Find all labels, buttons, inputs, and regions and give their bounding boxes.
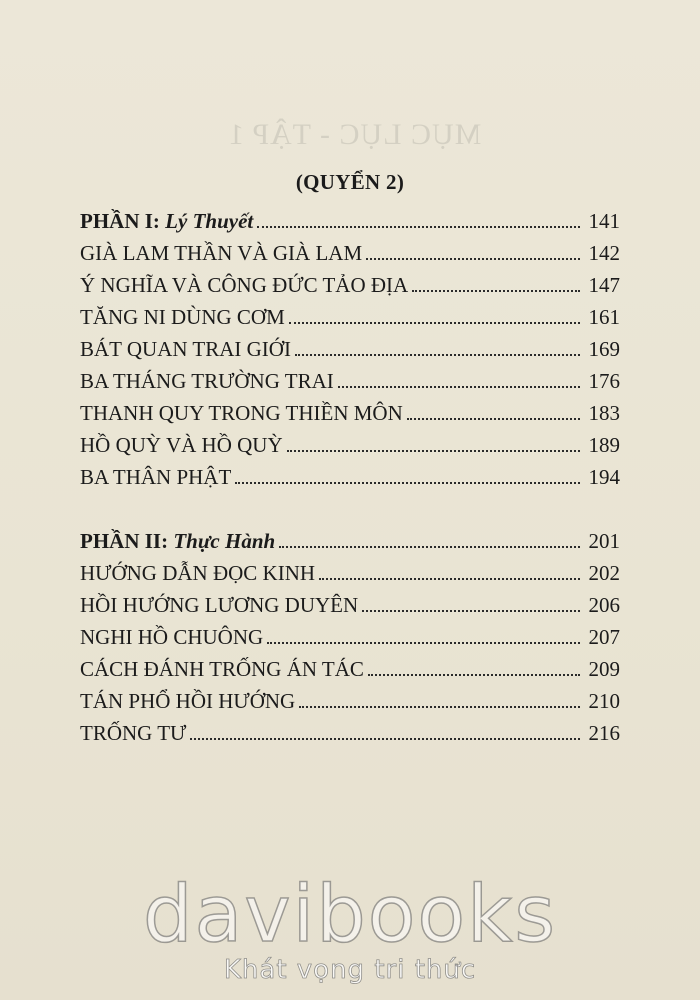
dot-leader — [368, 674, 580, 676]
toc-entry — [80, 330, 620, 362]
toc-entry — [80, 650, 620, 682]
toc-entry-part-1 — [80, 202, 620, 234]
toc-entry — [80, 586, 620, 618]
toc-entry-page: 189 — [588, 433, 620, 457]
dot-leader — [289, 322, 580, 324]
toc-entry — [80, 618, 620, 650]
toc-entry-label: HỒ QUỲ VÀ HỒ QUỲ — [80, 433, 283, 457]
toc-entry-page: 161 — [588, 305, 620, 329]
dot-leader — [362, 610, 580, 612]
dot-leader — [279, 546, 580, 548]
toc-entry-label: TĂNG NI DÙNG CƠM — [80, 305, 285, 329]
dot-leader — [338, 386, 580, 388]
dot-leader — [287, 450, 580, 452]
dot-leader — [235, 482, 580, 484]
dot-leader — [299, 706, 580, 708]
toc-entry-label: BA THÂN PHẬT — [80, 465, 232, 489]
toc-entry-label: PHẦN II: — [80, 529, 174, 553]
toc-entry-label: TRỐNG TƯ — [80, 721, 187, 745]
toc-entry-page: 169 — [588, 337, 620, 361]
toc-entry-page: 207 — [588, 625, 620, 649]
toc-entry-part-2 — [80, 522, 620, 554]
dot-leader — [319, 578, 580, 580]
toc-entry-label: BÁT QUAN TRAI GIỚI — [80, 337, 291, 361]
toc-entry-page: 176 — [588, 369, 620, 393]
dot-leader — [267, 642, 580, 644]
toc-entry-label: Ý NGHĨA VÀ CÔNG ĐỨC TẢO ĐỊA — [80, 273, 409, 297]
toc-entry — [80, 426, 620, 458]
toc-entry-subtitle: Lý Thuyết — [165, 209, 254, 233]
bleed-through-title: MỤC LỤC - TẬP 1 — [228, 118, 482, 151]
toc-entry — [80, 682, 620, 714]
toc-entry-page: 216 — [588, 721, 620, 745]
toc-entry — [80, 554, 620, 586]
toc-entry — [80, 394, 620, 426]
toc-entry-page: 194 — [588, 465, 620, 489]
toc-entry-page: 202 — [588, 561, 620, 585]
watermark-tagline: Khát vọng tri thức — [223, 955, 477, 985]
dot-leader — [190, 738, 580, 740]
toc-entry — [80, 458, 620, 490]
toc-entry-subtitle: Thực Hành — [173, 529, 276, 553]
dot-leader — [295, 354, 580, 356]
toc-entry-page: 209 — [588, 657, 620, 681]
volume-heading: (QUYỂN 2) — [295, 170, 405, 194]
toc-entry-label: NGHI HỒ CHUÔNG — [80, 625, 264, 649]
toc-entry-label: CÁCH ĐÁNH TRỐNG ÁN TÁC — [80, 657, 364, 681]
toc-entry-label: PHẦN I: — [80, 209, 166, 233]
toc-entry — [80, 298, 620, 330]
toc-entry — [80, 234, 620, 266]
toc-entry — [80, 714, 620, 746]
toc-entry-page: 206 — [588, 593, 620, 617]
toc-entry-page: 210 — [588, 689, 620, 713]
toc-entry-label: GIÀ LAM THẦN VÀ GIÀ LAM — [80, 241, 363, 265]
toc-entry-label: TÁN PHỔ HỒI HƯỚNG — [80, 689, 296, 713]
watermark-logo: davibooks — [143, 870, 557, 960]
dot-leader — [407, 418, 580, 420]
toc-entry-label: HỒI HƯỚNG LƯƠNG DUYÊN — [80, 593, 359, 617]
toc-entry-label: BA THÁNG TRƯỜNG TRAI — [80, 369, 334, 393]
toc-entry-page: 183 — [588, 401, 620, 425]
dot-leader — [257, 226, 580, 228]
toc-entry-page: 141 — [588, 209, 620, 233]
toc-entry — [80, 266, 620, 298]
toc-entry-label: THANH QUY TRONG THIỀN MÔN — [80, 401, 403, 425]
dot-leader — [412, 290, 580, 292]
dot-leader — [366, 258, 580, 260]
toc-entry-page: 201 — [588, 529, 620, 553]
toc-entry-page: 142 — [588, 241, 620, 265]
toc-entry — [80, 362, 620, 394]
toc-entry-label: HƯỚNG DẪN ĐỌC KINH — [80, 561, 316, 585]
toc-entry-page: 147 — [588, 273, 620, 297]
